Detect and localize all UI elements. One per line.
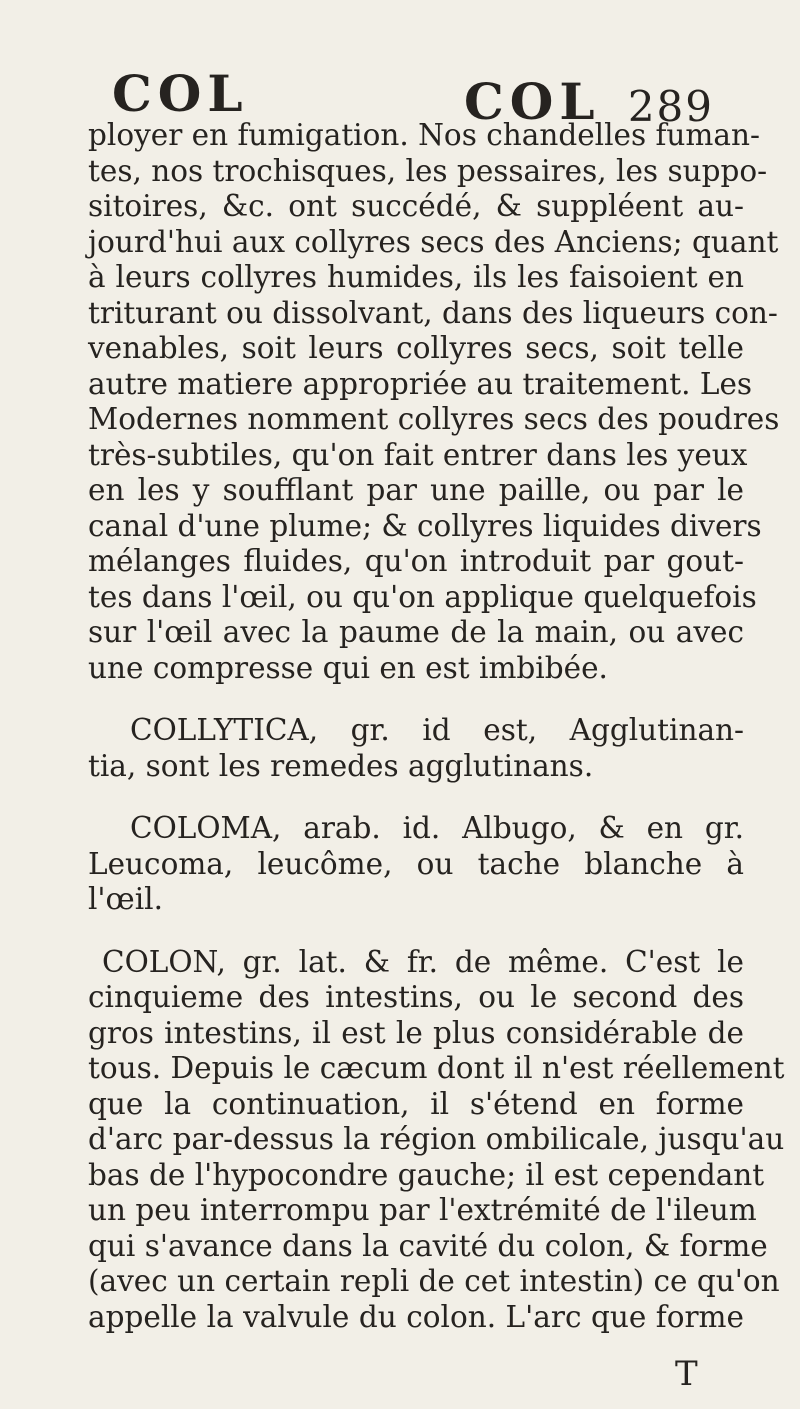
text-line: Modernes nomment collyres secs des poudres (88, 402, 780, 436)
text-line: l'œil. (88, 882, 163, 916)
text-line: venables, soit leurs collyres secs, soit telle (88, 331, 744, 365)
text-line: que la continuation, il s'étend en forme (88, 1086, 744, 1121)
text-line: sitoires, &c. ont succédé, & suppléent au- (88, 189, 744, 223)
entry-colon (88, 944, 785, 1336)
text-line: qui s'avance dans la cavité du colon, & forme (88, 1228, 768, 1263)
text-line: Leucoma, leucôme, ou tache blanche à (88, 846, 744, 881)
text-line: jourd'hui aux collyres secs des Anciens; quant (88, 224, 779, 259)
text-line: triturant ou dissolvant, dans des liqueurs con- (88, 295, 778, 330)
paragraph-collyres (88, 118, 780, 686)
header-left: COL (112, 64, 249, 123)
text-line: tous. Depuis le cæcum dont il n'est réellement (88, 1051, 785, 1085)
text-line: tia, sont les remedes agglutinans. (88, 748, 594, 783)
page-body (88, 118, 785, 1335)
text-line: appelle la valvule du colon. L'arc que forme (88, 1299, 744, 1334)
text-line: COLON, gr. lat. & fr. de même. C'est le (102, 944, 744, 979)
text-line: (avec un certain repli de cet intestin) ce qu'on (88, 1264, 780, 1298)
text-line: ployer en fumigation. Nos chandelles fuman- (88, 118, 760, 152)
text-line: bas de l'hypocondre gauche; il est cependant (88, 1157, 765, 1192)
text-line: canal d'une plume; & collyres liquides divers (88, 508, 762, 543)
text-line: gros intestins, il est le plus considérable de (88, 1015, 744, 1050)
page-number: 289 (627, 82, 714, 131)
text-line: tes dans l'œil, ou qu'on applique quelquefois (88, 579, 757, 614)
text-line: d'arc par-dessus la région ombilicale, jusqu'au (88, 1122, 785, 1156)
text-line: une compresse qui en est imbibée. (88, 650, 608, 685)
text-line: COLOMA, arab. id. Albugo, & en gr. (130, 811, 744, 845)
text-line: tes, nos trochisques, les pessaires, les suppo- (88, 153, 768, 188)
text-line: très-subtiles, qu'on fait entrer dans les yeux (88, 437, 748, 472)
text-line: sur l'œil avec la paume de la main, ou avec (88, 615, 744, 649)
text-line: un peu interrompu par l'extrémité de l'ileum (88, 1193, 757, 1227)
text-line: autre matiere appropriée au traitement. Les (88, 366, 753, 401)
header-center: COL (464, 72, 601, 131)
text-line: mélanges fluides, qu'on introduit par gout- (88, 544, 744, 578)
text-line: cinquieme des intestins, ou le second des (88, 980, 744, 1014)
entry-collytica (88, 713, 744, 784)
text-line: COLLYTICA, gr. id est, Agglutinan- (130, 713, 744, 747)
text-line: en les y soufflant par une paille, ou par le (88, 473, 744, 507)
entry-coloma (88, 811, 744, 918)
catchword: T (675, 1354, 698, 1394)
text-line: à leurs collyres humides, ils les faisoient en (88, 260, 744, 294)
